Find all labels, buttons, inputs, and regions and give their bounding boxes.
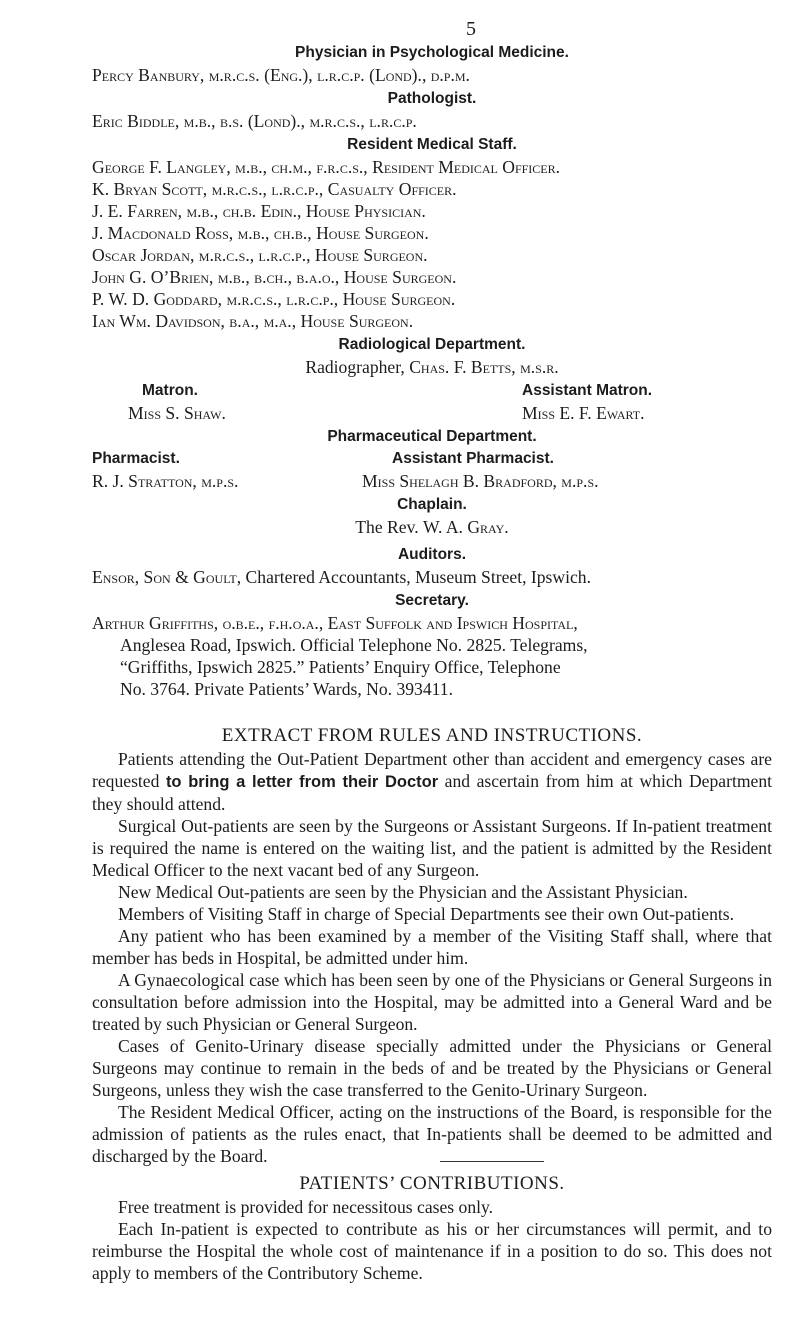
resident-name: John G. O’Brien, [92,267,214,287]
pharmacist-quals: m.p.s. [196,471,239,491]
resident-details: m.b., b.ch., b.a.o., House Surgeon. [213,267,457,287]
radiographer-prefix: Radiographer, [305,357,410,377]
resident-details: m.r.c.s., l.r.c.p., Casualty Officer. [207,179,457,199]
resident-name: K. Bryan Scott, [92,179,208,199]
resident-heading: Resident Medical Staff. [347,136,517,153]
rules-paragraph: Members of Visiting Staff in charge of Special Departments see their own Out-patients. [118,904,735,924]
assistant-matron-name: Miss E. F. Ewart. [522,403,645,423]
resident-name: P. W. D. Goddard, [92,289,223,309]
resident-row [92,244,772,266]
rules-paragraph: Surgical Out-patients are seen by the Surgeons or Assistant Surgeons. If In-patient treatment is required the name is entered on the waiting list, and the patient is admitted by the Resident Medical Officer to the next vacant bed of any Surgeon. [92,816,772,880]
chaplain-line [92,516,772,538]
resident-name: J. Macdonald Ross, [92,223,234,243]
secretary-heading: Secretary. [395,592,469,609]
resident-row [92,222,772,244]
resident-row [92,200,772,222]
path-name: Eric Biddle, [92,111,180,131]
pharmacist-column [92,448,362,492]
resident-row [92,310,772,332]
section-divider [440,1161,544,1162]
matron-name: Miss S. Shaw. [128,403,226,423]
auditors-details: Chartered Accountants, Museum Street, Ipswich. [241,567,591,587]
resident-row [92,156,772,178]
assistant-pharmacist-heading: Assistant Pharmacist. [392,450,554,467]
auditors-name: Ensor, Son & Goult, [92,567,242,587]
pharma-heading: Pharmaceutical Department. [327,428,537,445]
resident-name: Oscar Jordan, [92,245,195,265]
contributions-paragraph: Free treatment is provided for necessitous cases only. [118,1197,494,1217]
secretary-name: Arthur Griffiths, [92,613,219,633]
psych-heading: Physician in Psychological Medicine. [295,44,569,61]
pharmacist-heading: Pharmacist. [92,450,180,467]
resident-details: m.r.c.s., l.r.c.p., House Surgeon. [194,245,428,265]
assistant-pharmacist-column [362,448,772,492]
resident-details: m.b., ch.b., House Surgeon. [233,223,429,243]
secretary-line-3: “Griffiths, Ipswich 2825.” Patients’ Enquiry Office, Telephone [120,657,561,677]
matron-heading: Matron. [142,382,198,399]
auditors-line [92,566,772,588]
pharmacist-columns [92,448,772,492]
path-quals: m.b., b.s. (Lond)., m.r.c.s., l.r.c.p. [179,111,417,131]
resident-details: m.r.c.s., l.r.c.p., House Surgeon. [222,289,456,309]
rules-paragraph: Cases of Genito-Urinary disease specially admitted under the Physicians or General Surgeons may continue to remain in the beds of and be treated by the Physicians or General Surgeons, unless they wish the case transferred to the Genito-Urinary Surgeon. [92,1036,772,1100]
page-number: 5 [466,18,476,40]
document-page [92,18,772,1284]
rules-paragraph: A Gynaecological case which has been seen by one of the Physicians or General Surgeons in consultation before admission into the Hospital, may be admitted into a General Ward and be treated by such Physician or General Surgeon. [92,970,772,1034]
resident-details: b.a., m.a., House Surgeon. [224,311,414,331]
rules-paragraph: Any patient who has been examined by a member of the Visiting Staff shall, where that member has beds in Hospital, be admitted under him. [92,926,772,968]
resident-row [92,178,772,200]
rules-p1-before: Patients attending the Out-Patient Department other than accident and emergency cases are requested [92,749,772,791]
resident-name: George F. Langley, [92,157,231,177]
secretary-line-4: No. 3764. Private Patients’ Wards, No. 393411. [120,679,453,699]
pharmacist-entry [92,470,362,492]
assistant-pharmacist-name: Miss Shelagh B. Bradford, [362,471,557,491]
assistant-matron-column [434,380,772,424]
chaplain-heading: Chaplain. [397,496,467,513]
radiographer-line [92,356,772,378]
rules-paragraph: New Medical Out-patients are seen by the Physician and the Assistant Physician. [118,882,688,902]
secretary-line-1 [92,612,772,634]
rules-paragraph [92,748,772,815]
resident-row [92,266,772,288]
resident-details: m.b., ch.b. Edin., House Physician. [182,201,426,221]
rules-p1-emphasis: to bring a letter from their Doctor [165,773,439,791]
resident-row [92,288,772,310]
assistant-matron-heading: Assistant Matron. [522,382,653,399]
rules-p1-after: and ascertain from him at which Department they should attend. [92,771,773,814]
auditors-heading: Auditors. [397,546,467,563]
contributions-paragraph: Each In-patient is expected to contribute as his or her circumstances will permit, and to reimburse the Hospital the whole cost of maintenance if in a position to do so. This does not apply to members of the Contributory Scheme. [92,1219,772,1283]
matron-column [92,380,434,424]
contributions-title: PATIENTS’ CONTRIBUTIONS. [299,1173,565,1194]
rules-title: EXTRACT FROM RULES AND INSTRUCTIONS. [221,725,643,746]
radiographer-name: Chas. F. Betts, [409,357,516,377]
resident-name: Ian Wm. Davidson, [92,311,225,331]
psych-quals: m.r.c.s. (Eng.), l.r.c.p. (Lond)., d.p.m. [204,65,470,85]
chaplain-prefix: The Rev. [355,517,424,537]
psych-name: Percy Banbury, [92,65,205,85]
psych-entry [92,64,772,86]
matron-columns [92,380,772,424]
path-heading: Pathologist. [387,90,477,107]
assistant-pharmacist-quals: m.p.s. [556,471,599,491]
rules-paragraph: The Resident Medical Officer, acting on the instructions of the Board, is responsible for the admission of patients as the rules enact, that In-patients shall be deemed to be admitted and discharged by the Board. [92,1102,772,1166]
resident-details: m.b., ch.m., f.r.c.s., Resident Medical Officer. [230,157,561,177]
secretary-line-2: Anglesea Road, Ipswich. Official Telephone No. 2825. Telegrams, [120,635,588,655]
assistant-pharmacist-entry [362,470,772,492]
radiographer-quals: m.s.r. [515,357,559,377]
path-entry [92,110,772,132]
radiology-heading: Radiological Department. [338,336,526,353]
chaplain-name: W. A. Gray. [423,517,509,537]
resident-name: J. E. Farren, [92,201,183,221]
pharmacist-name: R. J. Stratton, [92,471,197,491]
secretary-details: o.b.e., f.h.o.a., East Suffolk and Ipswich Hospital, [218,613,578,633]
